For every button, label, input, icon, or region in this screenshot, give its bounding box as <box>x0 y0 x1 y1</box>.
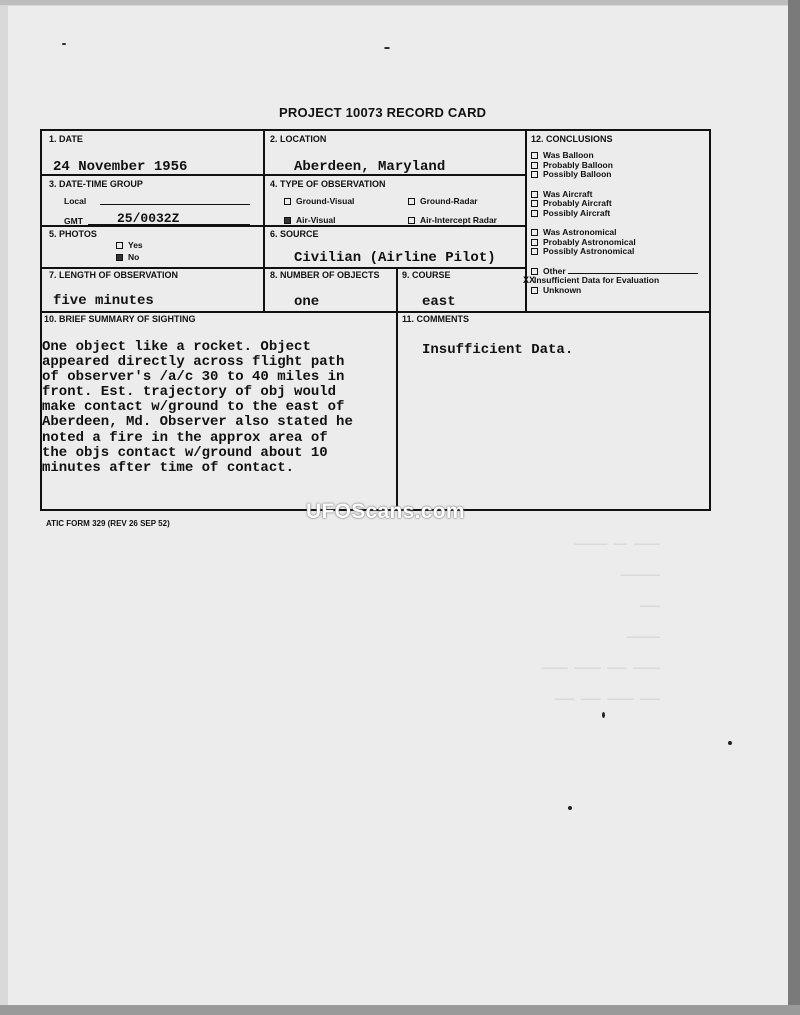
conclusion-other: Other <box>543 265 566 276</box>
checkbox-icon <box>531 268 538 275</box>
checkbox-icon <box>531 287 538 294</box>
objects-label: 8. NUMBER OF OBJECTS <box>270 270 380 280</box>
obs-option-air-visual: Air-Visual <box>284 215 336 225</box>
bleed-through-text: ———— —— ————— —————— ——— ————— ———— ——— ———— ———— ——— ———— ——— ——— <box>541 539 660 706</box>
dtg-gmt-label: GMT <box>64 216 83 226</box>
checkbox-icon <box>531 229 538 236</box>
source-value: Civilian (Airline Pilot) <box>294 250 496 266</box>
obs-option-ground-visual: Ground-Visual <box>284 196 354 206</box>
scan-edge-right <box>788 0 800 1015</box>
summary-text <box>42 340 353 476</box>
form-id: ATIC FORM 329 (REV 26 SEP 52) <box>46 519 170 528</box>
location-value: Aberdeen, Maryland <box>294 159 446 175</box>
conclusion-probably-aircraft: Probably Aircraft <box>543 198 612 208</box>
conclusion-was-balloon: Was Balloon <box>543 150 594 160</box>
location-label: 2. LOCATION <box>270 134 327 144</box>
conclusion-possibly-aircraft: Possibly Aircraft <box>543 207 611 218</box>
checkbox-icon <box>531 248 538 255</box>
dtg-gmt-value: 25/0032Z <box>117 211 180 226</box>
conclusion-probably-balloon: Probably Balloon <box>543 159 613 170</box>
summary-line: Aberdeen, Md. Observer also stated he <box>42 414 353 431</box>
card-title: PROJECT 10073 RECORD CARD <box>279 105 487 120</box>
obs-option-ground-radar: Ground-Radar <box>408 196 478 206</box>
scan-speck <box>728 741 732 745</box>
photos-label: 5. PHOTOS <box>49 229 97 239</box>
conclusion-group-aircraft <box>531 190 698 219</box>
dtg-local-line <box>100 204 250 205</box>
checkbox-icon <box>116 242 123 249</box>
checkbox-icon <box>531 239 538 246</box>
photos-option-no: No <box>116 252 139 262</box>
comments-value: Insufficient Data. <box>422 342 574 358</box>
conclusion-probably-astronomical: Probably Astronomical <box>543 236 636 247</box>
summary-line: make contact w/ground to the east of <box>42 399 345 416</box>
summary-line: One object like a rocket. Object <box>42 339 311 355</box>
course-value: east <box>422 294 456 310</box>
checkbox-icon <box>284 198 291 205</box>
length-value: five minutes <box>53 293 154 309</box>
summary-line: noted a fire in the approx area of <box>42 429 328 446</box>
summary-line: minutes after time of contact. <box>42 459 295 476</box>
conclusion-was-aircraft: Was Aircraft <box>543 188 593 199</box>
conclusion-group-other <box>523 265 698 296</box>
date-label: 1. DATE <box>49 134 83 144</box>
conclusions-list <box>523 150 698 295</box>
conclusion-insufficient-data: Insufficient Data for Evaluation <box>534 275 660 285</box>
conclusion-group-balloon <box>531 151 698 180</box>
checkbox-icon <box>531 210 538 217</box>
source-label: 6. SOURCE <box>270 229 319 239</box>
checkbox-icon <box>531 162 538 169</box>
scan-speck <box>568 806 572 810</box>
objects-value: one <box>294 294 320 310</box>
scan-speck <box>384 47 390 49</box>
obs-option-air-intercept-radar: Air-Intercept Radar <box>408 215 497 225</box>
conclusion-possibly-balloon: Possibly Balloon <box>543 169 612 179</box>
length-label: 7. LENGTH OF OBSERVATION <box>49 270 179 280</box>
checkbox-marked-icon <box>284 217 291 224</box>
date-value: 24 November 1956 <box>53 159 188 175</box>
checkbox-icon <box>408 217 415 224</box>
checkbox-icon <box>531 152 538 159</box>
summary-line: of observer's /a/c 30 to 40 miles in <box>42 369 345 386</box>
summary-line: the objs contact w/ground about 10 <box>42 444 328 461</box>
x-mark-icon: XX <box>523 275 536 285</box>
scan-speck <box>62 43 66 45</box>
checkbox-icon <box>531 200 538 207</box>
scan-speck <box>602 712 605 718</box>
conclusions-label: 12. CONCLUSIONS <box>531 134 613 144</box>
conclusion-was-astronomical: Was Astronomical <box>543 227 617 237</box>
checkbox-icon <box>408 198 415 205</box>
dtg-label: 3. DATE-TIME GROUP <box>49 179 143 189</box>
course-label: 9. COURSE <box>402 270 451 280</box>
conclusion-group-astronomical <box>531 228 698 257</box>
checkbox-icon <box>531 171 538 178</box>
summary-label: 10. BRIEF SUMMARY OF SIGHTING <box>44 314 196 324</box>
conclusion-possibly-astronomical: Possibly Astronomical <box>543 246 635 256</box>
conclusion-unknown: Unknown <box>543 284 582 295</box>
scan-edge-top <box>0 0 800 5</box>
checkbox-marked-icon <box>116 254 123 261</box>
observation-type-label: 4. TYPE OF OBSERVATION <box>270 179 386 189</box>
dtg-local-label: Local <box>64 196 87 206</box>
summary-line: front. Est. trajectory of obj would <box>42 384 337 401</box>
checkbox-icon <box>531 191 538 198</box>
summary-line: appeared directly across flight path <box>42 354 345 371</box>
comments-label: 11. COMMENTS <box>402 314 470 324</box>
watermark-text: UFOScans.com <box>306 500 465 523</box>
photos-option-yes: Yes <box>116 240 143 250</box>
scan-edge-bottom <box>0 1005 800 1015</box>
